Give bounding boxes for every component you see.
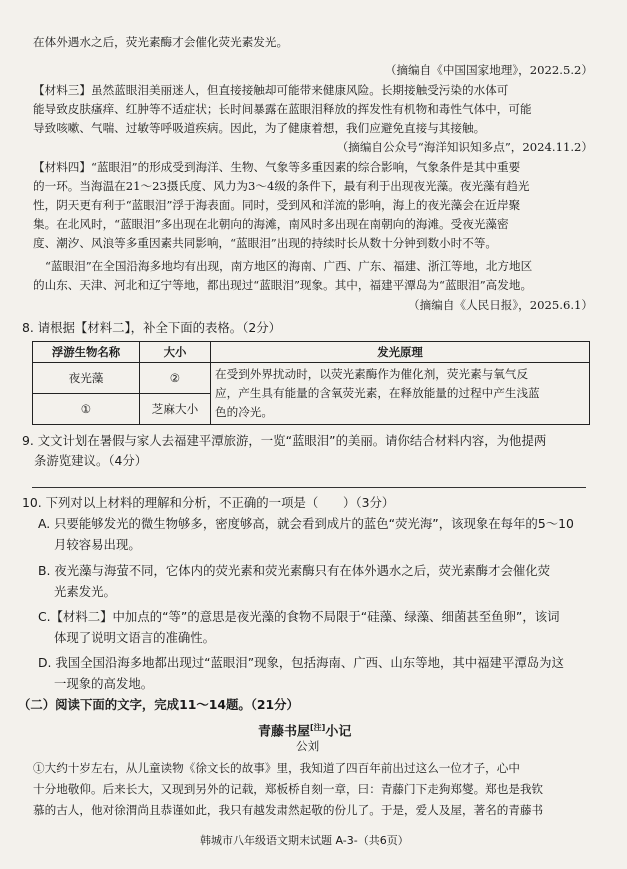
- table-cell-size-1: ②: [140, 363, 211, 394]
- answer-line: [32, 487, 586, 488]
- option-c-line1: C.【材料二】中加点的“等”的意思是夜光藻的食物不局限于“硅藻、绿藻、细菌甚至鱼卵”，该词: [38, 609, 560, 624]
- question-9-line2: 条游览建议。（4分）: [34, 453, 148, 468]
- article-p1-line3: 慕的古人，他对徐渭尚且恭谨如此，我只有越发肃然起敬的份儿了。于是，爱人及屋，著名的青藤书: [33, 803, 544, 817]
- option-c-line2: 体现了说明文语言的准确性。: [54, 630, 216, 645]
- table-cell-size-2: 芝麻大小: [140, 394, 211, 425]
- table-header-size: 大小: [140, 342, 211, 363]
- question-9-line1: 9. 文文计划在暑假与家人去福建平潭旅游，一览“蓝眼泪”的美丽。请你结合材料内容，为他提两: [22, 433, 547, 448]
- page-footer: 韩城市八年级语文期末试题 A-3-（共6页）: [200, 834, 409, 847]
- table-cell-name-2: ①: [33, 394, 140, 425]
- option-a-line2: 月较容易出现。: [54, 537, 141, 552]
- question-8-stem: 8. 请根据【材料二】，补全下面的表格。（2分）: [22, 320, 282, 335]
- option-d-line1: D. 我国全国沿海多地都出现过“蓝眼泪”现象，包括海南、广西、山东等地，其中福建平潭岛为这: [38, 655, 564, 670]
- table-cell-name-1: 夜光藻: [33, 363, 140, 394]
- principle-line1: 在受到外界扰动时，以荧光素酶作为催化剂，荧光素与氧气反: [215, 367, 529, 381]
- material4-line7: 的山东、天津、河北和辽宁等地，都出现过“蓝眼泪”现象。其中，福建平潭岛为“蓝眼泪”高发地。: [33, 278, 533, 292]
- table-cell-principle: [211, 363, 590, 425]
- table-header-principle: 发光原理: [211, 342, 590, 363]
- material4-line6: “蓝眼泪”在全国沿海多地均有出现，南方地区的海南、广西、广东、福建、浙江等地，北方地区: [45, 259, 533, 273]
- table-header-name: 浮游生物名称: [33, 342, 140, 363]
- option-b-line1: B. 夜光藻与海萤不同，它体内的荧光素和荧光素酶只有在体外遇水之后，荧光素酶才会催化荧: [38, 563, 551, 578]
- material4-line4: 集。在北风时，“蓝眼泪”多出现在北朝向的海滩，南风时多出现在南朝向的海滩。受夜光藻密: [33, 217, 509, 231]
- article-title-note: [注]: [310, 723, 326, 732]
- material4-line2: 的一环。当海温在21～23摄氏度、风力为3～4级的条件下，最有利于出现夜光藻。夜光藻有趋光: [33, 179, 530, 193]
- article-p1-line1: ①大约十岁左右，从儿童读物《徐文长的故事》里，我知道了四百年前出过这么一位才子，心中: [33, 761, 520, 775]
- material2-source: （摘编自《中国国家地理》，2022.5.2）: [384, 63, 593, 77]
- article-p1-line2: 十分地敬仰。后来长大，又现到另外的记载，郑板桥自刻一章，曰：青藤门下走狗郑燮。郑也是我钦: [33, 782, 544, 796]
- material3-line2: 能导致皮肤瘙痒、红肿等不适症状；长时间暴露在蓝眼泪释放的挥发性有机物和毒性气体中，可能: [33, 102, 532, 116]
- material3-line3: 导致咳嗽、气喘、过敏等呼吸道疾病。因此，为了健康着想，我们应避免直接与其接触。: [33, 121, 486, 135]
- option-d-line2: 一现象的高发地。: [54, 676, 154, 691]
- option-a-line1: A. 只要能够发光的微生物够多，密度够高，就会看到成片的蓝色“荧光海”，该现象在每年的5～10: [38, 516, 574, 531]
- material3-line1: 【材料三】虽然蓝眼泪美丽迷人，但直接接触却可能带来健康风险。长期接触受污染的水体可: [33, 83, 509, 97]
- option-b-line2: 光素发光。: [54, 584, 116, 599]
- principle-line2: 应，产生具有能量的含氧荧光素，在释放能量的过程中产生浅蓝: [215, 386, 540, 400]
- material2-tail: 在体外遇水之后，荧光素酶才会催化荧光素发光。: [33, 35, 289, 49]
- material4-line1: 【材料四】“蓝眼泪”的形成受到海洋、生物、气象等多重因素的综合影响，气象条件是其中重要: [33, 160, 521, 174]
- section-2-heading: （二）阅读下面的文字，完成11～14题。（21分）: [18, 697, 299, 712]
- article-title-main: 青藤书屋: [258, 724, 311, 740]
- material4-source: （摘编自《人民日报》，2025.6.1）: [408, 298, 593, 312]
- material4-line3: 性，阴天更有利于“蓝眼泪”浮于海表面。同时，受到风和洋流的影响，海上的夜光藻会在近岸聚: [33, 198, 521, 212]
- article-title: [258, 720, 351, 739]
- question-8-table: [32, 341, 590, 425]
- article-author: 公刘: [296, 739, 320, 753]
- question-10-stem: 10. 下列对以上材料的理解和分析，不正确的一项是（ ）（3分）: [22, 495, 395, 510]
- principle-line3: 色的冷光。: [215, 405, 273, 419]
- material4-line5: 度、潮汐、风浪等多重因素共同影响，“蓝眼泪”出现的持续时长从数十分钟到数小时不等。: [33, 236, 498, 250]
- article-title-tail: 小记: [325, 724, 352, 740]
- material3-source: （摘编自公众号“海洋知识知多点”，2024.11.2）: [336, 140, 593, 154]
